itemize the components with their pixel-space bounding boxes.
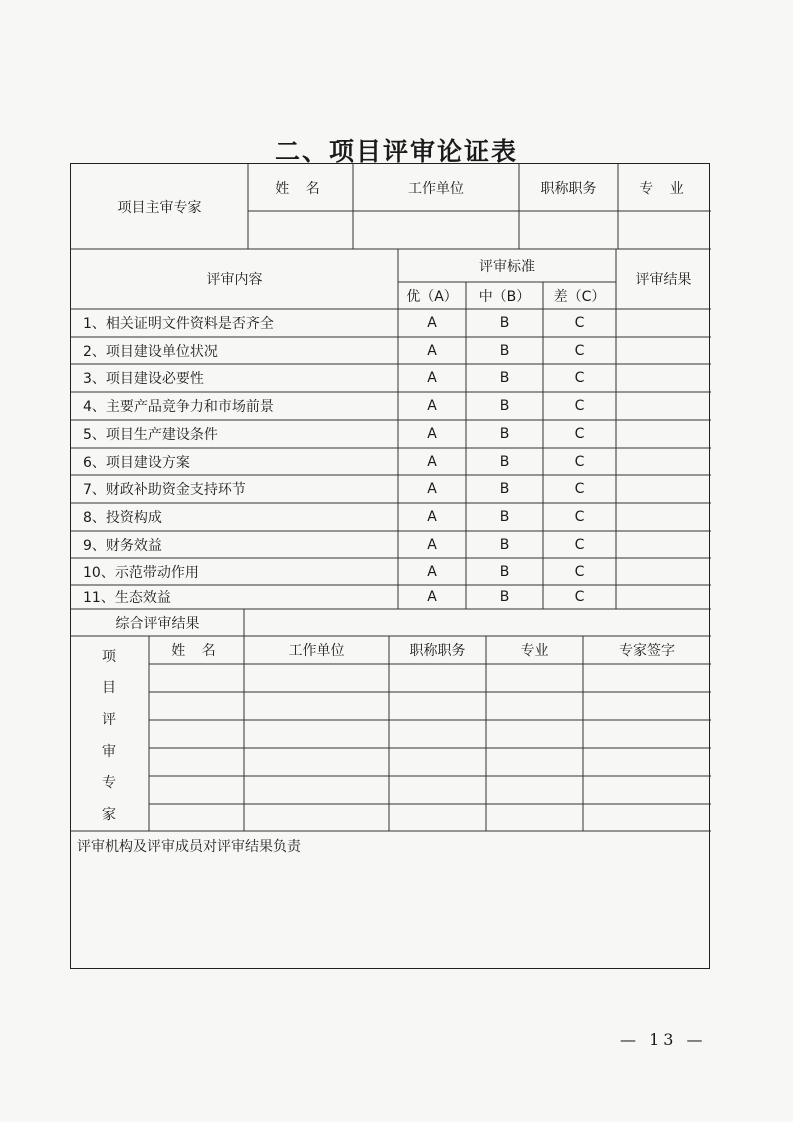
grade-c-cell: C bbox=[574, 370, 585, 386]
grade-c-cell: C bbox=[574, 315, 585, 331]
header-major-col: 专 业 bbox=[639, 180, 690, 197]
review-item-label: 5、项目生产建设条件 bbox=[83, 427, 218, 443]
experts-unit-col: 工作单位 bbox=[288, 643, 345, 659]
grade-b-cell: B bbox=[499, 481, 510, 497]
review-result-header: 评审结果 bbox=[635, 272, 692, 288]
review-item-label: 9、财务效益 bbox=[83, 537, 162, 554]
review-item-label: 11、生态效益 bbox=[83, 590, 171, 606]
review-form-table bbox=[70, 163, 710, 969]
grade-a-cell: A bbox=[427, 370, 437, 386]
grade-b-cell: B bbox=[499, 370, 510, 386]
chief-expert-label: 项目主审专家 bbox=[117, 199, 202, 216]
vertical-char: 专 bbox=[102, 775, 116, 792]
review-item-label: 8、投资构成 bbox=[83, 510, 162, 526]
grade-a-cell: A bbox=[427, 509, 437, 525]
grade-c-cell: C bbox=[574, 426, 585, 442]
grade-b-cell: B bbox=[499, 398, 510, 414]
grade-b-cell: B bbox=[499, 315, 510, 331]
grade-a-cell: A bbox=[427, 398, 437, 414]
grade-a-header: 优（A） bbox=[406, 288, 458, 305]
review-item-label: 10、示范带动作用 bbox=[83, 564, 199, 581]
review-item-label: 3、项目建设必要性 bbox=[83, 371, 204, 387]
experts-major-col: 专业 bbox=[520, 643, 549, 659]
grade-a-cell: A bbox=[427, 342, 437, 359]
header-name-col: 姓 名 bbox=[275, 180, 326, 197]
grade-a-cell: A bbox=[427, 536, 437, 553]
review-item-label: 7、财政补助资金支持环节 bbox=[83, 482, 246, 498]
grade-b-cell: B bbox=[499, 342, 510, 359]
grade-a-cell: A bbox=[427, 426, 437, 442]
grade-a-cell: A bbox=[427, 589, 437, 605]
overall-result-label: 综合评审结果 bbox=[115, 615, 200, 632]
grade-c-cell: C bbox=[574, 509, 585, 525]
vertical-char: 家 bbox=[102, 807, 116, 824]
grade-b-header: 中（B） bbox=[478, 288, 531, 305]
responsibility-note: 评审机构及评审成员对评审结果负责 bbox=[77, 839, 301, 855]
grade-c-cell: C bbox=[574, 536, 585, 553]
review-experts-vertical-label bbox=[70, 640, 148, 830]
grade-b-cell: B bbox=[499, 536, 510, 553]
review-content-header: 评审内容 bbox=[206, 272, 263, 288]
review-item-label: 1、相关证明文件资料是否齐全 bbox=[83, 316, 274, 332]
grade-b-cell: B bbox=[499, 509, 510, 525]
grade-b-cell: B bbox=[499, 563, 510, 580]
experts-name-col: 姓 名 bbox=[171, 643, 222, 659]
grade-a-cell: A bbox=[427, 315, 437, 331]
grade-b-cell: B bbox=[499, 426, 510, 442]
review-item-label: 4、主要产品竞争力和市场前景 bbox=[83, 399, 274, 415]
grade-c-cell: C bbox=[574, 398, 585, 414]
vertical-char: 审 bbox=[102, 743, 116, 760]
vertical-char: 评 bbox=[102, 712, 116, 729]
grade-a-cell: A bbox=[427, 563, 437, 580]
header-unit-col: 工作单位 bbox=[408, 180, 464, 197]
grade-c-cell: C bbox=[574, 481, 585, 497]
grade-c-header: 差（C） bbox=[553, 288, 606, 305]
experts-position-col: 职称职务 bbox=[409, 643, 466, 659]
grade-c-cell: C bbox=[574, 342, 585, 359]
page-number: — 13 — bbox=[620, 1030, 707, 1049]
review-standard-header: 评审标准 bbox=[479, 258, 535, 275]
experts-signature-col: 专家签字 bbox=[619, 643, 675, 659]
grade-c-cell: C bbox=[574, 563, 585, 580]
grade-b-cell: B bbox=[499, 589, 510, 605]
vertical-char: 目 bbox=[102, 680, 116, 697]
grade-c-cell: C bbox=[574, 453, 585, 470]
grade-b-cell: B bbox=[499, 453, 510, 470]
grade-a-cell: A bbox=[427, 481, 437, 497]
review-item-label: 2、项目建设单位状况 bbox=[83, 343, 218, 360]
page-title: 二、项目评审论证表 bbox=[274, 137, 518, 166]
vertical-char: 项 bbox=[102, 648, 116, 665]
grade-a-cell: A bbox=[427, 453, 437, 470]
grade-c-cell: C bbox=[574, 589, 585, 605]
header-position-col: 职称职务 bbox=[540, 180, 597, 197]
review-item-label: 6、项目建设方案 bbox=[83, 454, 190, 471]
